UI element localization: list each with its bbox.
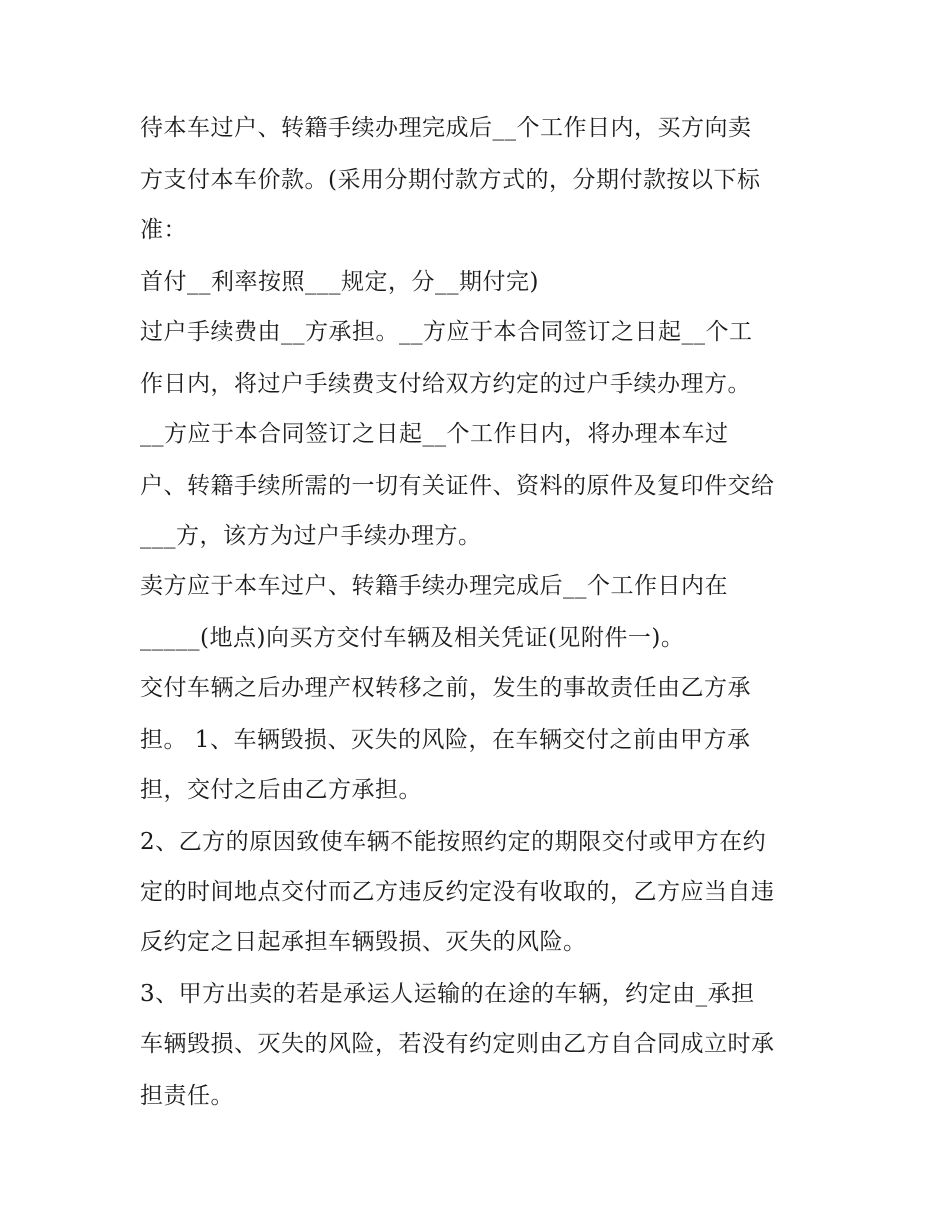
text-line: 准： — [140, 217, 187, 243]
text-line: 反约定之日起承担车辆毁损、灭失的风险。 — [140, 929, 587, 955]
text-line: 过户手续费由__方承担。__方应于本合同签订之日起__个工 — [140, 319, 753, 345]
text-line: __方应于本合同签订之日起__个工作日内，将办理本车过 — [140, 421, 729, 447]
text-line: 首付__利率按照___规定，分__期付完) — [140, 269, 539, 295]
text-line: 待本车过户、转籍手续办理完成后__个工作日内，买方向卖 — [140, 115, 752, 141]
text-line: 作日内，将过户手续费支付给双方约定的过户手续办理方。 — [140, 371, 751, 397]
text-line: 卖方应于本车过户、转籍手续办理完成后__个工作日内在 — [140, 573, 728, 599]
text-line: 2、乙方的原因致使车辆不能按照约定的期限交付或甲方在约 — [140, 829, 767, 855]
text-line: 方支付本车价款。(采用分期付款方式的，分期付款按以下标 — [140, 167, 761, 193]
text-line: 户、转籍手续所需的一切有关证件、资料的原件及复印件交给 — [140, 473, 775, 499]
text-line: 担，交付之后由乙方承担。 — [140, 777, 422, 803]
text-line: 3、甲方出卖的若是承运人运输的在途的车辆，约定由_承担 — [140, 981, 755, 1007]
text-line: ___方，该方为过户手续办理方。 — [140, 523, 482, 549]
text-line: 担责任。 — [140, 1083, 234, 1109]
text-line: 定的时间地点交付而乙方违反约定没有收取的，乙方应当自违 — [140, 879, 775, 905]
text-line: 车辆毁损、灭失的风险，若没有约定则由乙方自合同成立时承 — [140, 1031, 775, 1057]
text-line: _____(地点)向买方交付车辆及相关凭证(见附件一)。 — [140, 625, 685, 651]
text-line: 担。 1、车辆毁损、灭失的风险，在车辆交付之前由甲方承 — [140, 727, 751, 753]
text-line: 交付车辆之后办理产权转移之前，发生的事故责任由乙方承 — [140, 675, 751, 701]
